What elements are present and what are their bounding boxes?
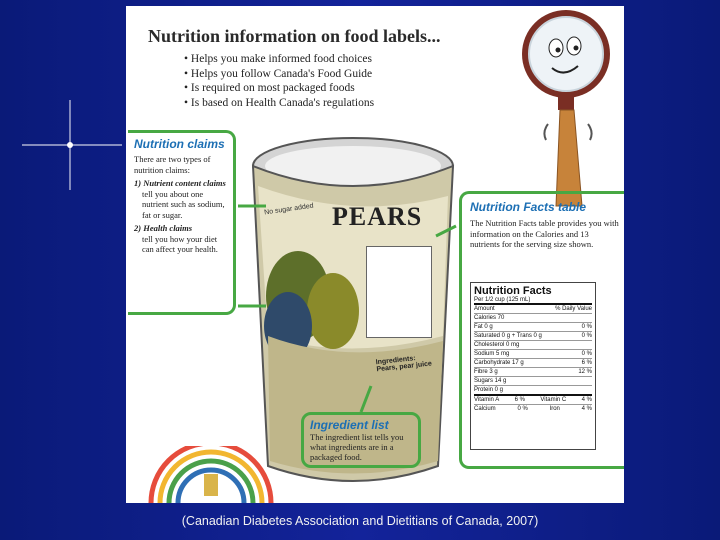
nft-vitamin-row (474, 404, 592, 413)
nft-vitamin-label: Calcium (474, 406, 496, 412)
page-title: Nutrition information on food labels... (148, 26, 441, 46)
nft-row (474, 385, 592, 394)
can-ingredients: Ingredients: Pears, pear juice (375, 355, 433, 374)
bullet-item: • Helps you make informed food choices (184, 52, 374, 67)
ingredient-box-title: Ingredient list (310, 418, 389, 432)
nft-row-label: Carbohydrate 17 g (474, 360, 524, 366)
nft-amount-label: Amount (474, 306, 495, 312)
food-guide-logo-icon (146, 446, 276, 503)
nft-vitamin-label: Vitamin A (474, 397, 500, 403)
claims-intro: There are two types of nutrition claims: (134, 154, 211, 175)
nft-row-label: Fat 0 g (474, 324, 493, 330)
nft-row-dv: 6 % (581, 360, 592, 366)
nft-row (474, 340, 592, 349)
nft-row-label: Saturated 0 g + Trans 0 g (474, 333, 542, 339)
nf-box-title: Nutrition Facts table (470, 200, 587, 214)
nft-serving: Per 1/2 cup (125 mL) (474, 297, 531, 303)
nft-row (474, 322, 592, 331)
nft-row-dv: 12 % (578, 369, 592, 375)
nft-vitamin-label: Iron (549, 406, 560, 412)
nft-row-label: Fibre 3 g (474, 369, 498, 375)
bullet-item: • Is required on most packaged foods (184, 81, 374, 96)
nft-row (474, 349, 592, 358)
claim-type-1-title: 1) Nutrient content claims (134, 178, 226, 188)
can-nutrition-label (366, 246, 432, 338)
ingredient-list-box (301, 412, 421, 468)
can-brand: PEARS (332, 202, 423, 231)
nft-row-dv: 0 % (581, 333, 592, 339)
nft-row-dv: 0 % (581, 324, 592, 330)
nft-vitamin-dv: 4 % (581, 406, 592, 412)
nft-vitamin-dv: 0 % (517, 406, 528, 412)
magnifier-mascot-icon (506, 6, 624, 216)
nft-row (474, 367, 592, 376)
nft-vitamin-dv: 4 % (581, 397, 592, 403)
nft-header-row (474, 303, 592, 313)
nft-row-label: Cholesterol 0 mg (474, 342, 520, 348)
nutrition-claims-box (128, 130, 236, 315)
nft-vitamin-dv: 6 % (514, 397, 525, 403)
can-banner: No sugar added (263, 202, 315, 217)
nft-row (474, 331, 592, 340)
nft-vitamin-label: Vitamin C (540, 397, 567, 403)
bullet-item: • Helps you follow Canada's Food Guide (184, 67, 374, 82)
nft-title: Nutrition Facts (474, 285, 552, 297)
bullet-item: • Is based on Health Canada's regulations (184, 96, 374, 111)
nft-vitamin-row (474, 394, 592, 404)
nft-row-label: Sodium 5 mg (474, 351, 510, 357)
nutrition-facts-table (470, 282, 596, 450)
nft-row (474, 313, 592, 322)
claims-title: Nutrition claims (134, 137, 225, 151)
nft-row-label: Protein 0 g (474, 387, 504, 393)
nft-row-label: Calories 70 (474, 315, 505, 321)
slide-image (126, 6, 624, 503)
ingredient-box-text: The ingredient list tells you what ingredients are in a packaged food. (310, 432, 404, 462)
nft-row-dv: 0 % (581, 351, 592, 357)
nft-row (474, 358, 592, 367)
nft-row-label: Sugars 14 g (474, 378, 507, 384)
sparkle-decoration (22, 100, 122, 190)
claim-type-2-text: tell you how your diet can affect your health. (142, 233, 218, 254)
claim-type-2-title: 2) Health claims (134, 223, 193, 233)
nf-box-text: The Nutrition Facts table provides you with information on the Calories and 13 nutrients for the serving size shown. (470, 218, 619, 249)
source-caption: (Canadian Diabetes Association and Dietitians of Canada, 2007) (181, 514, 539, 528)
claim-type-1-text: tell you about one nutrient such as sodium, fat or sugar. (142, 188, 225, 220)
nft-dv-label: % Daily Value (555, 306, 592, 312)
intro-bullets (184, 52, 374, 110)
nft-row (474, 376, 592, 385)
